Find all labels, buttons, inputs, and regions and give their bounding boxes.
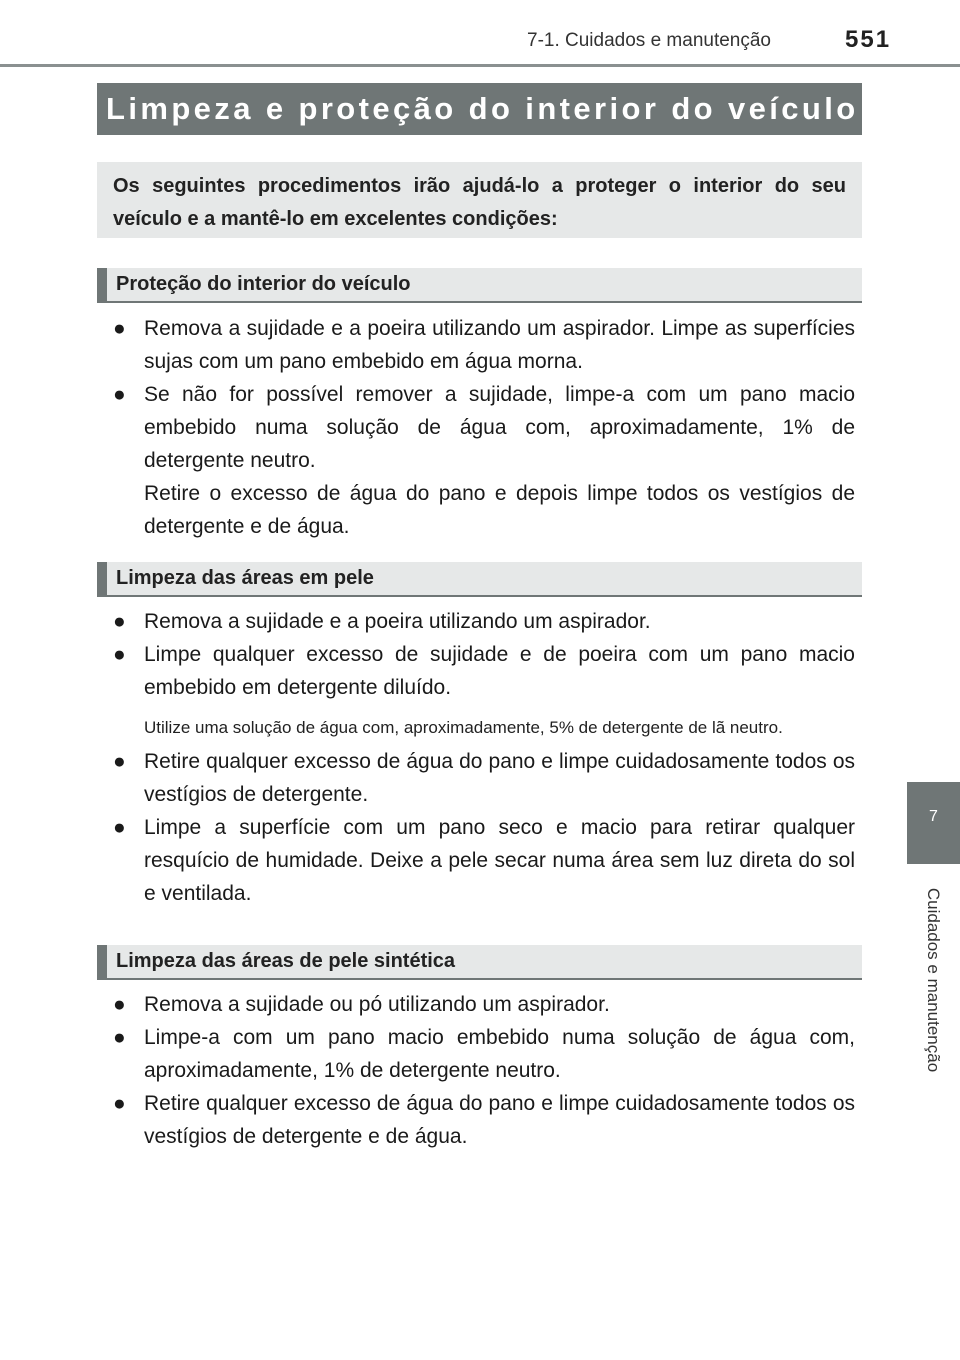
page-number: 551: [845, 26, 892, 53]
section-leather-list: [97, 605, 862, 910]
note-text: Utilize uma solução de água com, aproximadamente, 5% de detergente de lã neutro.: [144, 718, 783, 737]
bullet-icon: ●: [113, 317, 126, 340]
list-item: [97, 988, 862, 1021]
page-title: Limpeza e proteção do interior do veículo: [97, 83, 862, 135]
list-item-text: Retire qualquer excesso de água do pano e limpe cuidadosamente todos os vestígios de detergente.: [144, 750, 855, 806]
section-synthetic-list: [97, 988, 862, 1153]
bullet-icon: ●: [113, 1092, 126, 1115]
bullet-icon: ●: [113, 750, 126, 773]
list-item-text: Limpe a superfície com um pano seco e macio para retirar qualquer resquício de humidade. Deixe a pele secar numa área sem luz direta do sol e ventilada.: [144, 816, 855, 905]
list-item: [97, 1087, 862, 1153]
list-item: [97, 378, 862, 477]
intro-box: Os seguintes procedimentos irão ajudá-lo a proteger o interior do seu veículo e a mantê-lo em excelentes condições:: [97, 162, 862, 238]
list-item: [97, 605, 862, 638]
note: [97, 716, 862, 739]
list-item-text: Retire qualquer excesso de água do pano e limpe cuidadosamente todos os vestígios de detergente e de água.: [144, 1092, 855, 1148]
list-item-text: Limpe qualquer excesso de sujidade e de poeira com um pano macio embebido em detergente diluído.: [144, 643, 855, 699]
chapter-number: 7: [929, 808, 938, 825]
list-item: [97, 1021, 862, 1087]
list-item-text: Remova a sujidade e a poeira utilizando um aspirador. Limpe as superfícies sujas com um pano embebido em água morna.: [144, 317, 855, 373]
list-item: [97, 745, 862, 811]
list-item-text: Se não for possível remover a sujidade, limpe-a com um pano macio embebido numa solução de água com, aproximadamente, 1% de detergente neutro.: [144, 383, 855, 472]
bullet-icon: ●: [113, 993, 126, 1016]
list-item-text: Limpe-a com um pano macio embebido numa solução de água com, aproximadamente, 1% de detergente neutro.: [144, 1026, 855, 1082]
paragraph: [97, 477, 862, 543]
header-divider: [0, 64, 960, 67]
list-item: [97, 312, 862, 378]
bullet-icon: ●: [113, 1026, 126, 1049]
header-section-title: 7-1. Cuidados e manutenção: [527, 30, 771, 51]
list-item: [97, 638, 862, 704]
section-heading-protection: Proteção do interior do veículo: [97, 268, 862, 303]
paragraph-text: Retire o excesso de água do pano e depois limpe todos os vestígios de detergente e de água.: [144, 482, 855, 538]
list-item-text: Remova a sujidade ou pó utilizando um aspirador.: [144, 993, 610, 1016]
section-protection-list: [97, 312, 862, 543]
chapter-tab: [907, 782, 960, 864]
chapter-title-vertical: Cuidados e manutenção: [924, 887, 943, 1073]
section-heading-synthetic-leather: Limpeza das áreas de pele sintética: [97, 945, 862, 980]
bullet-icon: ●: [113, 383, 126, 406]
list-item: [97, 811, 862, 910]
list-item-text: Remova a sujidade e a poeira utilizando um aspirador.: [144, 610, 651, 633]
bullet-icon: ●: [113, 643, 126, 666]
bullet-icon: ●: [113, 610, 126, 633]
section-heading-leather: Limpeza das áreas em pele: [97, 562, 862, 597]
bullet-icon: ●: [113, 816, 126, 839]
page-header: [0, 0, 960, 70]
